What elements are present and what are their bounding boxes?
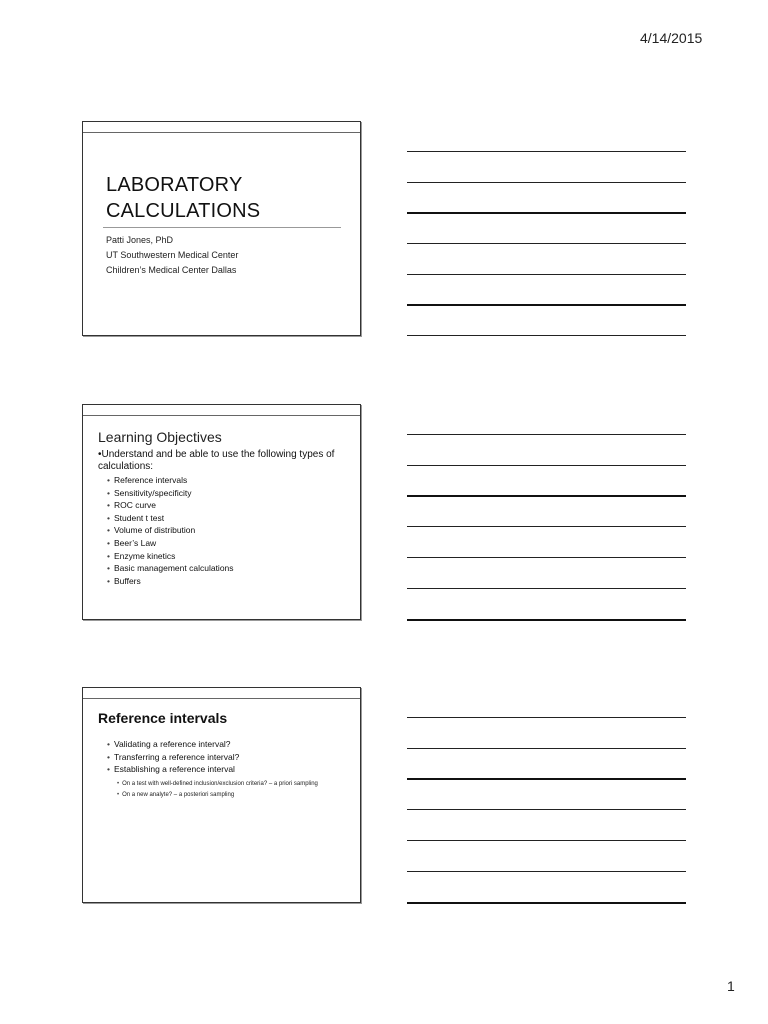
list-item: • On a test with well-defined inclusion/exclusion criteria? – a priori sampling [117,781,347,789]
note-line [407,902,686,904]
list-item: • Buffers [107,575,234,588]
note-line [407,465,686,466]
list-item: • Reference intervals [107,474,234,487]
list-item: • Sensitivity/specificity [107,487,234,500]
list-item: • Basic management calculations [107,562,234,575]
slide-title: Learning Objectives [98,429,222,445]
sub-bullet-list [117,781,347,802]
slide-thumbnail-3 [82,687,361,903]
note-line [407,588,686,589]
note-line [407,778,686,780]
slide-top-bar [83,688,360,699]
list-item: • Volume of distribution [107,524,234,537]
bullet-list [107,738,239,776]
note-line [407,243,686,244]
note-line [407,619,686,621]
list-item: • Validating a reference interval? [107,738,239,751]
author-block [106,233,238,278]
print-date: 4/14/2015 [640,30,703,46]
note-line [407,557,686,558]
list-item: • ROC curve [107,499,234,512]
slide-title: Reference intervals [98,710,228,726]
note-line [407,151,686,152]
note-line [407,809,686,810]
note-line [407,212,686,214]
note-line [407,871,686,872]
note-line [407,495,686,497]
title-divider [103,227,341,228]
slide-top-bar [83,122,360,133]
note-line [407,840,686,841]
list-item: • On a new analyte? – a posteriori sampling [117,792,347,800]
note-line [407,182,686,183]
list-item: • Student t test [107,512,234,525]
note-line [407,717,686,718]
affiliation-2: Children’s Medical Center Dallas [106,265,237,275]
slide-lead-text: •Understand and be able to use the following types of calculations: [98,449,335,472]
list-item: • Transferring a reference interval? [107,751,239,764]
slide-thumbnail-2 [82,404,361,620]
objectives-list [107,474,234,587]
note-line [407,526,686,527]
slide-thumbnail-1 [82,121,361,336]
list-item: • Beer’s Law [107,537,234,550]
slide-title [106,172,260,224]
slide-top-bar [83,405,360,416]
note-line [407,304,686,306]
note-line [407,274,686,275]
author-name: Patti Jones, PhD [106,235,174,245]
slide-title-line-1: LABORATORY [106,174,243,196]
page-number: 1 [727,978,735,994]
list-item: • Enzyme kinetics [107,550,234,563]
note-line [407,335,686,336]
slide-title-line-2: CALCULATIONS [106,200,261,222]
note-line [407,748,686,749]
list-item: • Establishing a reference interval [107,763,239,776]
affiliation-1: UT Southwestern Medical Center [106,250,239,260]
note-line [407,434,686,435]
